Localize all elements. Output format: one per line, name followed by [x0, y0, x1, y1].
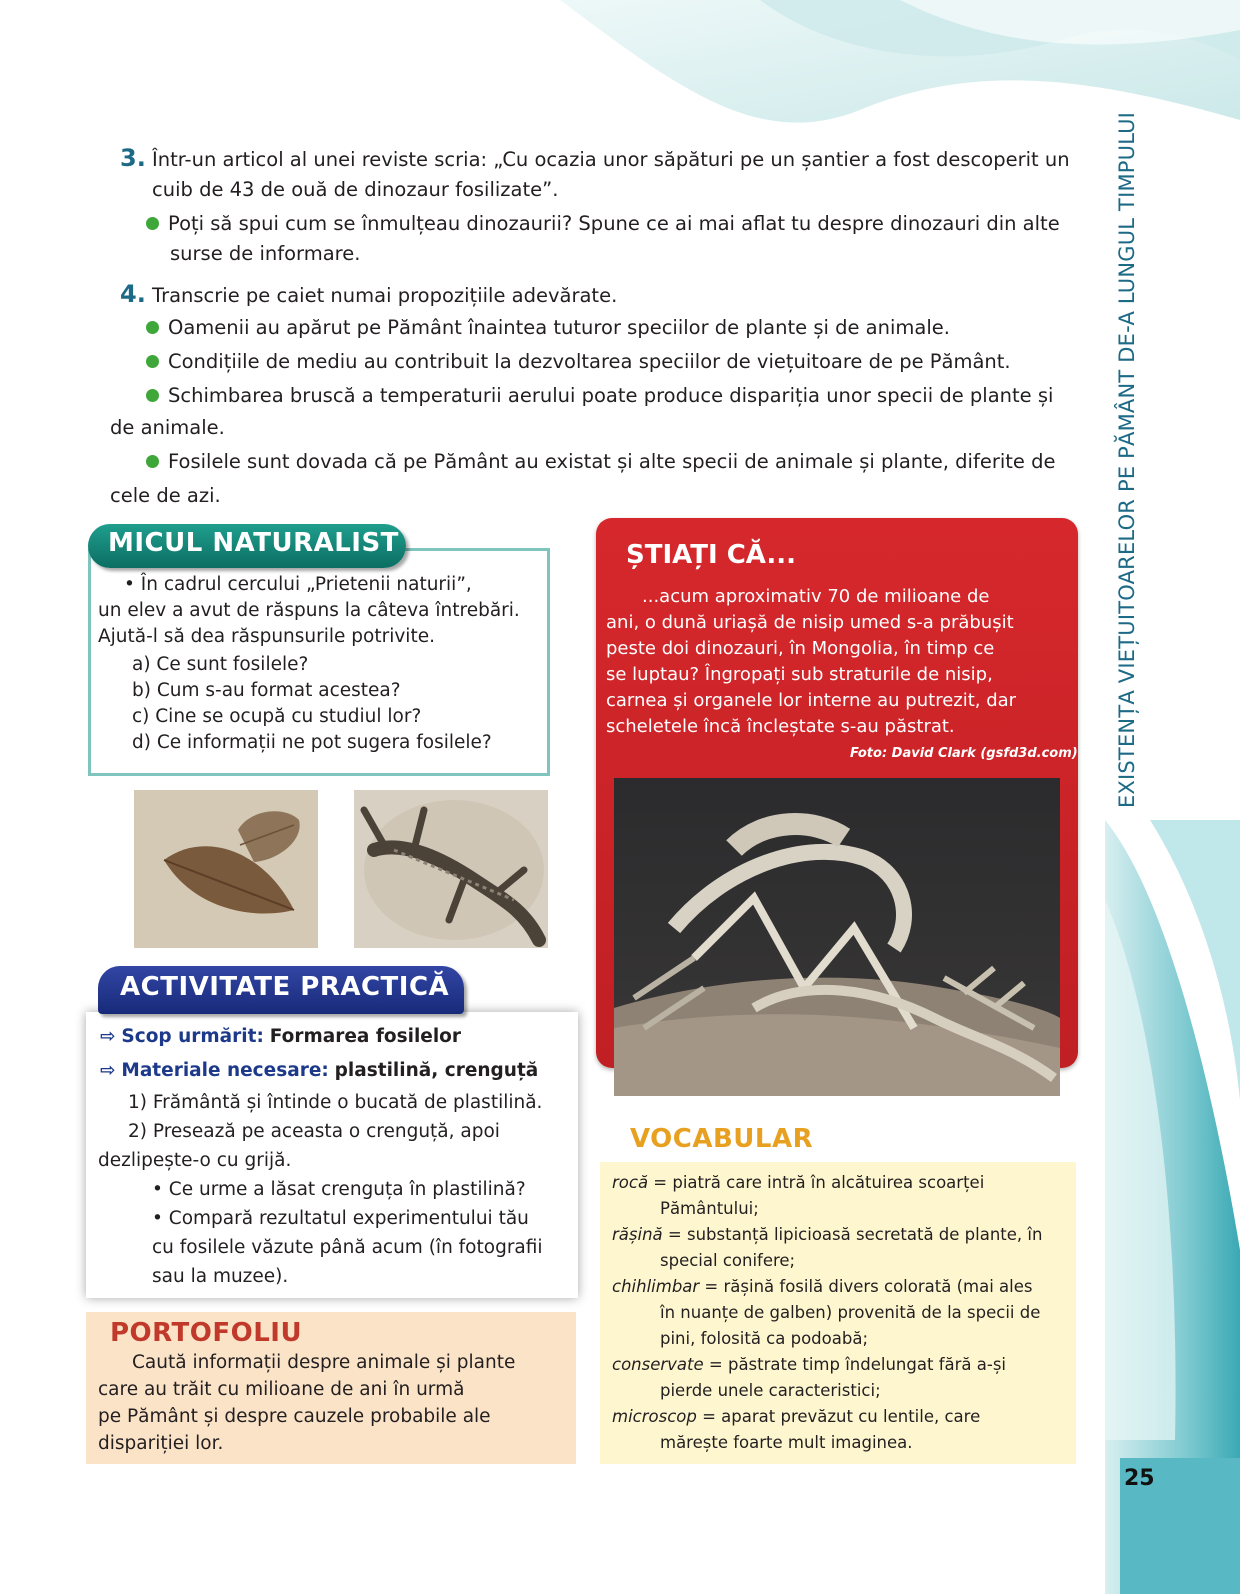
ap-question: cu fosilele văzute până acum (în fotografii [152, 1237, 543, 1258]
photo-credit: Foto: David Clark (gsfd3d.com) [850, 746, 1078, 761]
ap-question: • Ce urme a lăsat crenguța în plastilină? [152, 1179, 526, 1200]
green-bullet-icon [146, 389, 159, 402]
vocab-entry: rășină = substanță lipicioasă secretată de plante, în [612, 1225, 1043, 1244]
statement-3-cont: de animale. [110, 416, 225, 439]
sc-line: peste doi dinozauri, în Mongolia, în timp ce [606, 638, 995, 659]
mn-question: a) Ce sunt fosilele? [132, 654, 309, 675]
fossil-leaf-photo [134, 790, 318, 948]
vocab-entry: chihlimbar = rășină fosilă divers colorată (mai ales [612, 1277, 1033, 1296]
question-3-line-2: cuib de 43 de ouă de dinozaur fosilizate”. [152, 178, 559, 201]
vocab-def: Pământului; [660, 1199, 759, 1218]
sc-line: se luptau? Îngropați sub straturile de nisip, [606, 664, 993, 685]
statement-2: Condițiile de mediu au contribuit la dezvoltarea speciilor de viețuitoare de pe Pământ. [146, 346, 1011, 378]
fossil-reptile-photo [354, 790, 548, 948]
statement-1: Oamenii au apărut pe Pământ înaintea tuturor speciilor de plante și de animale. [146, 312, 950, 344]
mn-question: d) Ce informații ne pot sugera fosilele? [132, 732, 492, 753]
ap-step: dezlipește-o cu grijă. [98, 1150, 292, 1171]
vocab-term: microscop [612, 1407, 697, 1426]
green-bullet-icon [146, 217, 159, 230]
vocabular-title: VOCABULAR [630, 1124, 814, 1154]
sc-line: carnea și organele lor interne au putrezit, dar [606, 690, 1017, 711]
question-text: Într-un articol al unei reviste scria: „Cu ocazia unor săpături pe un șantier a fost descoperit un [152, 148, 1070, 171]
vocab-term: chihlimbar [612, 1277, 700, 1296]
vocab-term: conservate [612, 1355, 704, 1374]
ap-question: • Compară rezultatul experimentului tău [152, 1208, 529, 1229]
mn-line: • În cadrul cercului „Prietenii naturii”, [124, 574, 472, 595]
sc-line: scheletele încă încleștate s-au păstrat. [606, 716, 955, 737]
pf-line: care au trăit cu milioane de ani în urmă [98, 1379, 465, 1400]
statement-3: Schimbarea bruscă a temperaturii aerului poate produce dispariția unor specii de plante și [146, 380, 1053, 412]
arrow-right-icon: ⇨ [100, 1026, 116, 1047]
vocab-entry: rocă = piatră care intră în alcătuirea scoarței [612, 1173, 985, 1192]
stiati-ca-title: ȘTIAȚI CĂ... [626, 540, 797, 570]
arrow-right-icon: ⇨ [100, 1060, 116, 1081]
mn-question: b) Cum s-au format acestea? [132, 680, 401, 701]
green-bullet-icon [146, 321, 159, 334]
ap-step: 2) Presează pe aceasta o crenguță, apoi [128, 1121, 500, 1142]
vocab-def: pini, folosită ca podoabă; [660, 1329, 868, 1348]
chapter-side-title: EXISTENȚA VIEȚUITOARELOR PE PĂMÂNT DE-A LUNGUL TIMPULUI [1115, 111, 1139, 809]
ap-scope: ⇨ Scop urmărit: Formarea fosilelor [100, 1026, 462, 1047]
sc-line: ...acum aproximativ 70 de milioane de [642, 586, 990, 607]
green-bullet-icon [146, 455, 159, 468]
portofoliu-title: PORTOFOLIU [110, 1318, 303, 1348]
sc-line: ani, o dună uriașă de nisip umed s-a prăbușit [606, 612, 1014, 633]
vocab-entry: microscop = aparat prevăzut cu lentile, care [612, 1407, 981, 1426]
pf-line: pe Pământ și despre cauzele probabile ale [98, 1406, 491, 1427]
question-number: 3. [120, 144, 146, 172]
page-number: 25 [1124, 1466, 1155, 1491]
vocab-term: rășină [612, 1225, 663, 1244]
statement-4-cont: cele de azi. [110, 484, 221, 507]
vocab-term: rocă [612, 1173, 649, 1192]
ap-materials: ⇨ Materiale necesare: plastilină, crenguță [100, 1060, 539, 1081]
pf-line: dispariției lor. [98, 1433, 224, 1454]
mn-question: c) Cine se ocupă cu studiul lor? [132, 706, 422, 727]
ap-question: sau la muzee). [152, 1266, 289, 1287]
dinosaur-fossil-photo [614, 778, 1060, 1096]
mn-line: un elev a avut de răspuns la câteva întrebări. [98, 600, 520, 621]
vocab-entry: conservate = păstrate timp îndelungat fără a-și [612, 1355, 1006, 1374]
question-4-line-1: 4. Transcrie pe caiet numai propozițiile adevărate. [120, 280, 618, 308]
vocab-def: special conifere; [660, 1251, 796, 1270]
ap-step: 1) Frământă și întinde o bucată de plastilină. [128, 1092, 543, 1113]
question-3-bullet-cont: surse de informare. [170, 242, 361, 265]
vocab-def: mărește foarte mult imaginea. [660, 1433, 913, 1452]
mn-line: Ajută-l să dea răspunsurile potrivite. [98, 626, 435, 647]
question-3-bullet: Poți să spui cum se înmulțeau dinozaurii? Spune ce ai mai aflat tu despre dinozauri din alte [146, 208, 1060, 240]
green-bullet-icon [146, 355, 159, 368]
vocab-def: în nuanțe de galben) provenită de la specii de [660, 1303, 1041, 1322]
vocab-def: pierde unele caracteristici; [660, 1381, 881, 1400]
question-3-line-1 [120, 142, 1070, 176]
question-number: 4. [120, 280, 146, 308]
statement-4: Fosilele sunt dovada că pe Pământ au existat și alte specii de animale și plante, diferite de [146, 446, 1055, 478]
activitate-practica-header: ACTIVITATE PRACTICĂ [98, 966, 464, 1014]
pf-line: Caută informații despre animale și plante [132, 1352, 516, 1373]
micul-naturalist-header: MICUL NATURALIST [88, 524, 406, 568]
